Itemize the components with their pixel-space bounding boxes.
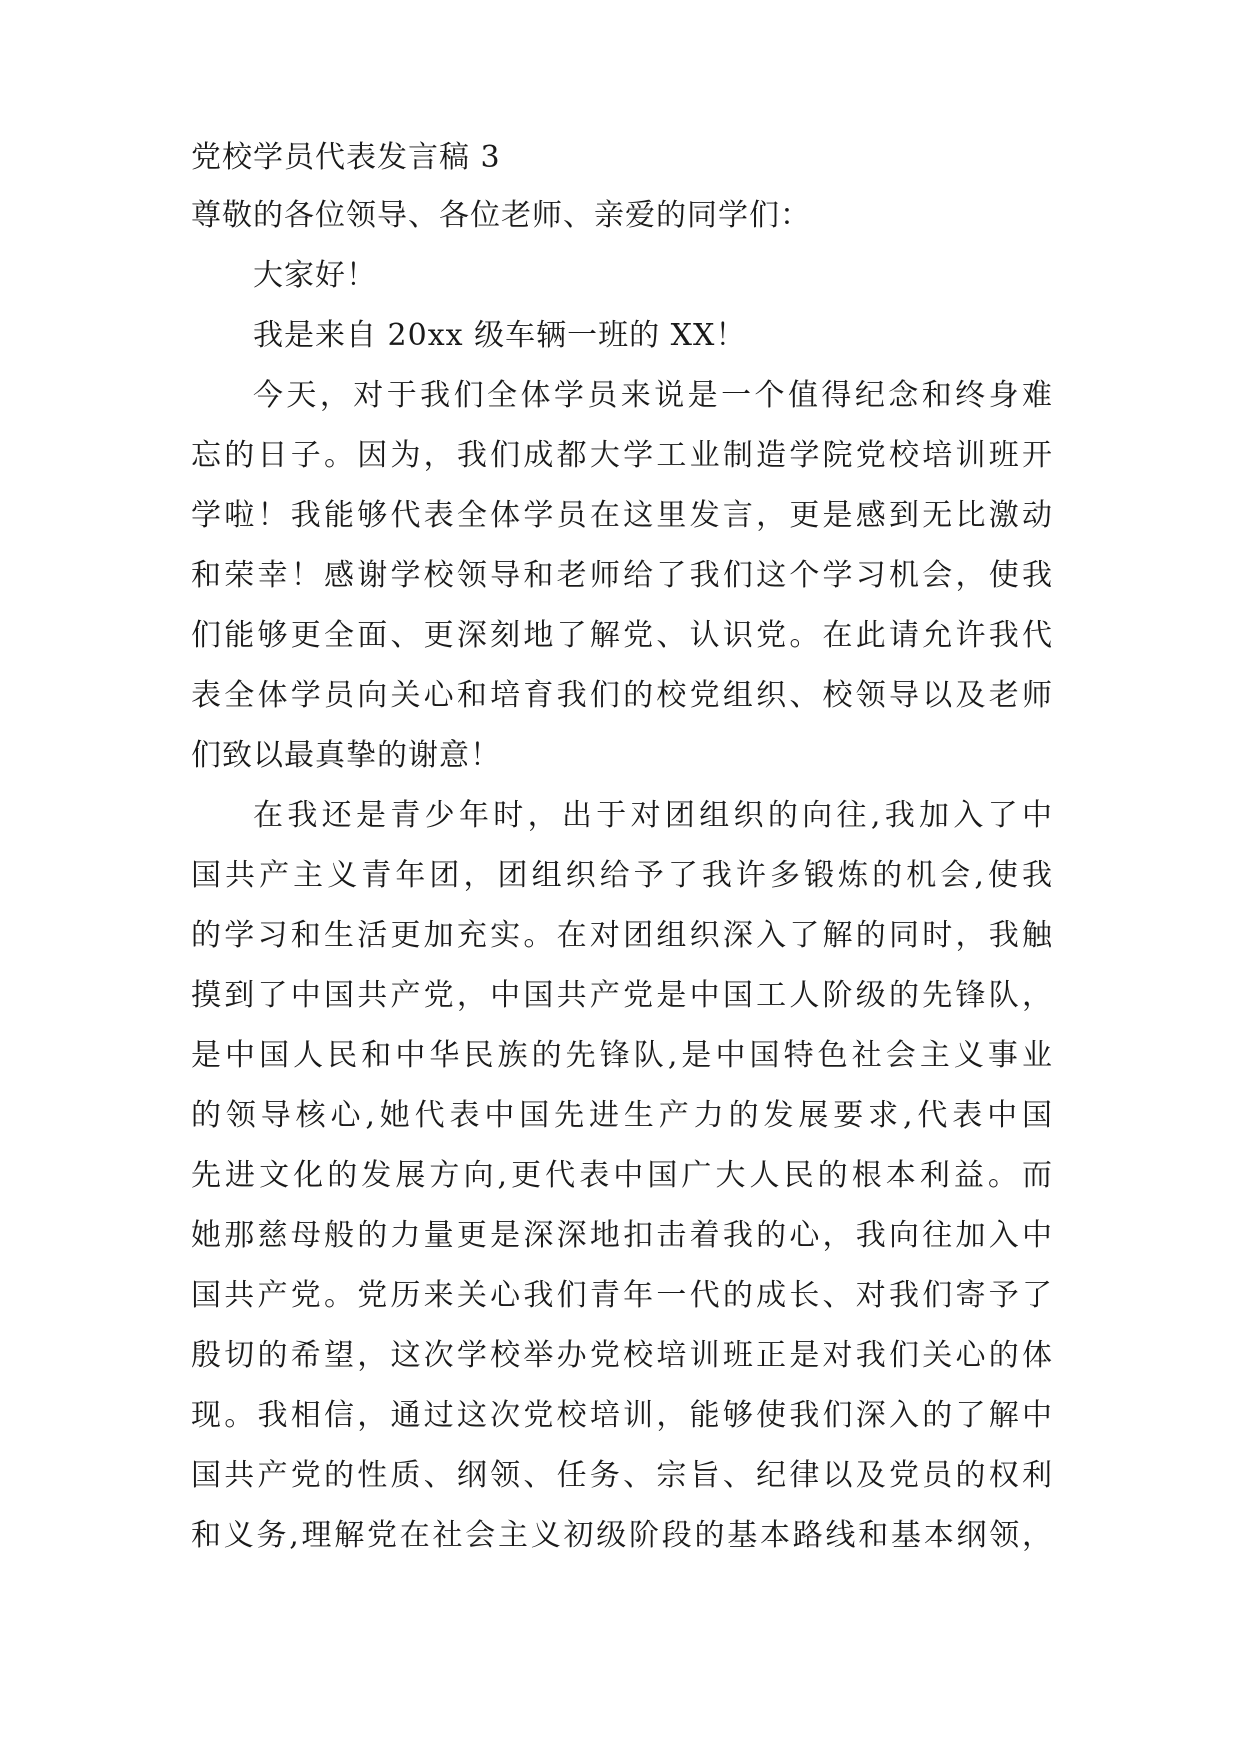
paragraph-line: 她那慈母般的力量更是深深地扣击着我的心，我向往加入中 [191,1218,1053,1253]
paragraph-line: 们致以最真挚的谢意！ [191,738,501,773]
paragraph-line: 和义务,理解党在社会主义初级阶段的基本路线和基本纲领， [191,1518,1053,1553]
paragraph-line: 是中国人民和中华民族的先锋队,是中国特色社会主义事业 [191,1038,1053,1073]
paragraph-line: 殷切的希望，这次学校举办党校培训班正是对我们关心的体 [191,1338,1053,1373]
paragraph-1 [191,366,1053,786]
self-introduction: 我是来自 20xx 级车辆一班的 XX！ [253,318,747,353]
paragraph-line: 们能够更全面、更深刻地了解党、认识党。在此请允许我代 [191,618,1053,653]
greeting: 大家好！ [253,258,377,293]
document-title: 党校学员代表发言稿 3 [191,140,501,175]
paragraph-line: 表全体学员向关心和培育我们的校党组织、校领导以及老师 [191,678,1053,713]
paragraph-line: 在我还是青少年时，出于对团组织的向往,我加入了中 [253,798,1053,833]
paragraph-line: 忘的日子。因为，我们成都大学工业制造学院党校培训班开 [191,438,1053,473]
paragraph-line: 和荣幸！感谢学校领导和老师给了我们这个学习机会，使我 [191,558,1053,593]
paragraph-line: 今天，对于我们全体学员来说是一个值得纪念和终身难 [253,378,1053,413]
paragraph-line: 学啦！我能够代表全体学员在这里发言，更是感到无比激动 [191,498,1053,533]
paragraph-line: 国共产党。党历来关心我们青年一代的成长、对我们寄予了 [191,1278,1053,1313]
paragraph-2 [191,786,1053,1566]
paragraph-line: 的学习和生活更加充实。在对团组织深入了解的同时，我触 [191,918,1053,953]
document-body [191,130,1053,1566]
salutation: 尊敬的各位领导、各位老师、亲爱的同学们： [191,198,811,233]
paragraph-line: 先进文化的发展方向,更代表中国广大人民的根本利益。而 [191,1158,1053,1193]
paragraph-line: 国共产主义青年团，团组织给予了我许多锻炼的机会,使我 [191,858,1053,893]
paragraph-line: 摸到了中国共产党，中国共产党是中国工人阶级的先锋队， [191,978,1053,1013]
paragraph-line: 的领导核心,她代表中国先进生产力的发展要求,代表中国 [191,1098,1053,1133]
paragraph-line: 现。我相信，通过这次党校培训，能够使我们深入的了解中 [191,1398,1053,1433]
paragraph-line: 国共产党的性质、纲领、任务、宗旨、纪律以及党员的权利 [191,1458,1053,1493]
